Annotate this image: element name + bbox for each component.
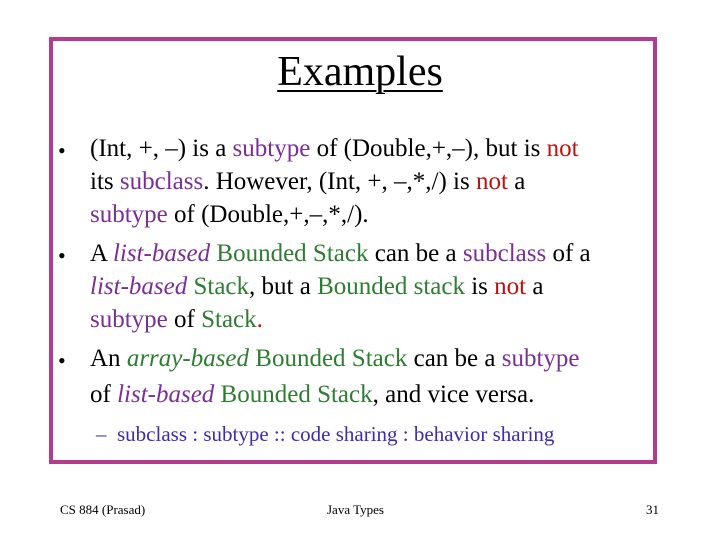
bullet-1-line-3: subtype of (Double,+,–,*,/). bbox=[90, 201, 369, 228]
bullet-3-marker: • bbox=[58, 348, 66, 373]
footer-left: CS 884 (Prasad) bbox=[60, 502, 146, 517]
footer-page-number: 31 bbox=[646, 502, 659, 517]
bullet-1-marker: • bbox=[58, 138, 66, 163]
bullet-1-line-2: its subclass. However, (Int, +, –,*,/) is not a bbox=[90, 168, 526, 195]
footer-center: Java Types bbox=[327, 502, 384, 517]
bullet-1-line-1: (Int, +, –) is a subtype of (Double,+,–), but is not bbox=[90, 135, 579, 162]
bullet-2-marker: • bbox=[58, 243, 66, 268]
subpoint-dash: – bbox=[96, 422, 107, 446]
subpoint-text: subclass : subtype :: code sharing : behavior sharing bbox=[117, 422, 555, 446]
bullet-2-line-2: list-based Stack, but a Bounded stack is not a bbox=[90, 273, 544, 300]
slide-title: Examples bbox=[277, 49, 443, 95]
subpoint bbox=[96, 420, 554, 448]
bullet-3-line-1: An array-based Bounded Stack can be a subtype bbox=[90, 345, 580, 372]
bullet-2-line-1: A list-based Bounded Stack can be a subclass of a bbox=[90, 240, 591, 267]
bullet-3-line-2: of list-based Bounded Stack, and vice versa. bbox=[90, 381, 535, 408]
bullet-2-line-3: subtype of Stack. bbox=[90, 306, 263, 333]
